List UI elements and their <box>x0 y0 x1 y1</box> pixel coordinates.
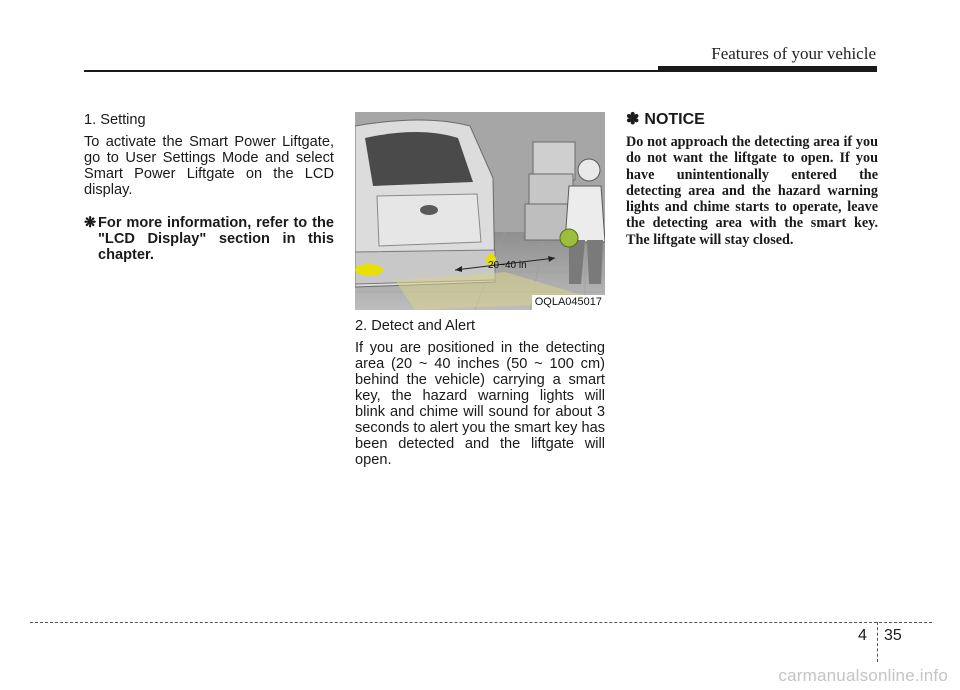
detect-heading: 2. Detect and Alert <box>355 318 476 334</box>
emblem-icon <box>420 205 438 215</box>
setting-text: To activate the Smart Power Liftgate, go to User Settings Mode and select Smart Power Liftgate on the LCD display. <box>84 134 334 198</box>
hazard-light-left-icon <box>355 264 383 276</box>
footer-divider <box>877 622 878 662</box>
note-symbol-icon: ❋ <box>84 215 97 231</box>
column-notice <box>626 112 878 248</box>
liftgate-illustration-svg <box>355 112 605 310</box>
notice-heading <box>626 112 878 128</box>
person-head-icon <box>578 159 600 181</box>
notice-symbol-icon: ✽ <box>626 111 640 128</box>
distance-label: 20~40 in <box>488 260 527 271</box>
liftgate-panel <box>377 194 481 246</box>
figure-code: OQLA045017 <box>532 295 605 310</box>
header-rule-accent <box>658 66 877 72</box>
column-setting <box>84 112 334 263</box>
notice-text: Do not approach the detecting area if you do not want the liftgate to open. If you have unintentionally entered the detecting area and the hazard warning lights and chime starts to operate, leave the detecting area with the smart key. The liftgate will stay closed. <box>626 134 878 248</box>
header-title: Features of your vehicle <box>711 44 876 63</box>
detect-text: If you are positioned in the detecting area (20 ~ 40 inches (50 ~ 100 cm) behind the vehicle) carrying a smart key, the hazard warning lights will blink and chime will sound for about 3 seconds to alert you the smart key has been detected and the liftgate will open. <box>355 340 605 468</box>
notice-title: NOTICE <box>644 111 705 128</box>
smart-key-signal-icon <box>560 229 578 247</box>
column-detect <box>355 112 605 468</box>
rear-window <box>365 132 473 186</box>
page-number: 35 <box>884 627 902 644</box>
footer-rule <box>30 622 932 623</box>
watermark: carmanualsonline.info <box>778 666 948 685</box>
setting-heading: 1. Setting <box>84 112 146 128</box>
chapter-number: 4 <box>858 627 867 644</box>
person-leg-right <box>587 240 603 284</box>
note-text: For more information, refer to the "LCD Display" section in this chapter. <box>98 215 334 263</box>
reference-note <box>84 215 334 263</box>
liftgate-illustration <box>355 112 605 310</box>
